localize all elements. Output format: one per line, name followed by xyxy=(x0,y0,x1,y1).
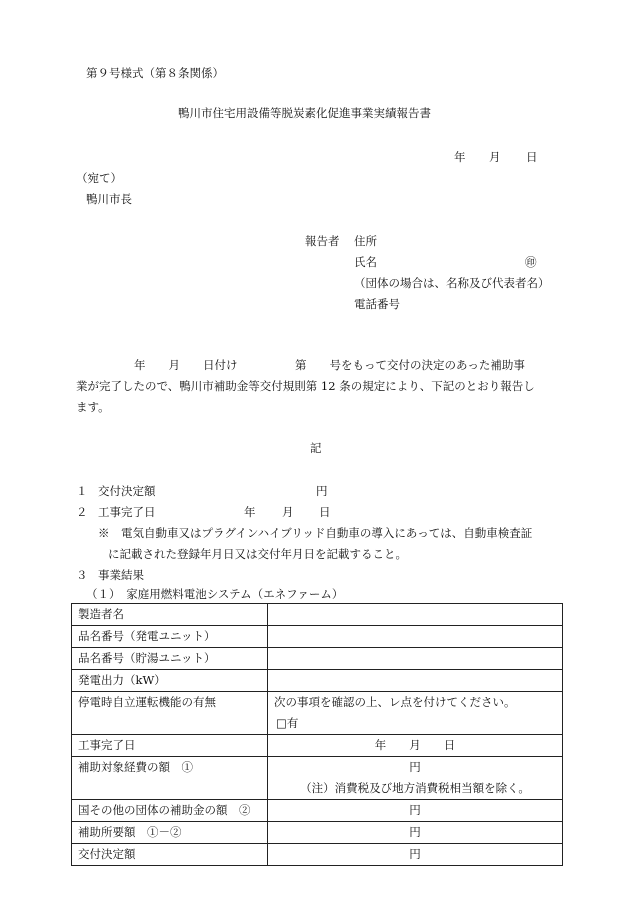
table-row xyxy=(72,648,563,670)
manufacturer-label: 製造者名 xyxy=(72,604,268,626)
table-row xyxy=(72,626,563,648)
item3-label: 事業結果 xyxy=(98,568,144,582)
cost-cell xyxy=(268,757,563,800)
table-row xyxy=(72,604,563,626)
table-row xyxy=(72,735,563,757)
recipient-ate: （宛て） xyxy=(76,171,122,185)
cost-unit[interactable]: 円 xyxy=(409,760,421,774)
other-subsidy-unit[interactable]: 円 xyxy=(268,800,563,822)
document-title: 鴨川市住宅用設備等脱炭素化促進事業実績報告書 xyxy=(178,106,431,120)
table-row xyxy=(72,822,563,844)
power-output-label: 発電出力（kW） xyxy=(72,670,268,692)
date-month-label: 月 xyxy=(489,150,501,164)
reporter-label: 報告者 xyxy=(305,234,340,248)
item2-day: 日 xyxy=(319,505,331,519)
item1-unit: 円 xyxy=(316,484,328,498)
item2-year: 年 xyxy=(244,505,256,519)
body-line-3: ます。 xyxy=(76,400,110,414)
seal-mark: ㊞ xyxy=(525,255,537,269)
results-table xyxy=(71,603,563,866)
completion-date-value[interactable]: 年 月 日 xyxy=(268,735,563,757)
reporter-address-label: 住所 xyxy=(354,234,377,248)
table-row xyxy=(72,692,563,735)
item2-note-line-2: に記載された登録年月日又は交付年月日を記載すること。 xyxy=(108,547,407,561)
date-day-label: 日 xyxy=(526,150,538,164)
item3-number: ３ xyxy=(76,568,88,582)
item2-label: 工事完了日 xyxy=(98,505,156,519)
product-storage-unit-label: 品名番号（貯湯ユニット） xyxy=(72,648,268,670)
table-row xyxy=(72,844,563,866)
reporter-org-note: （団体の場合は、名称及び代表者名） xyxy=(354,276,550,290)
body-line-2: 業が完了したので、鴨川市補助金等交付規則第 12 条の規定により、下記のとおり報告し xyxy=(76,379,535,393)
cost-label: 補助対象経費の額 ① xyxy=(72,757,268,800)
item2-number: ２ xyxy=(76,505,88,519)
item2-month: 月 xyxy=(282,505,294,519)
product-power-unit-label: 品名番号（発電ユニット） xyxy=(72,626,268,648)
completion-date-label: 工事完了日 xyxy=(72,735,268,757)
form-number: 第９号様式（第８条関係） xyxy=(86,66,224,80)
outage-checkbox-yes[interactable]: □有 xyxy=(276,716,299,730)
product-storage-unit-value[interactable] xyxy=(268,648,563,670)
item2-note-line-1: ※ 電気自動車又はプラグインハイブリッド自動車の導入にあっては、自動車検査証 xyxy=(98,526,533,540)
required-amount-unit[interactable]: 円 xyxy=(268,822,563,844)
item1-number: １ xyxy=(76,484,88,498)
outage-instruction: 次の事項を確認の上、レ点を付けてください。 xyxy=(274,695,516,709)
reporter-name-label: 氏名 xyxy=(354,255,377,269)
power-output-value[interactable] xyxy=(268,670,563,692)
decision-amount-label: 交付決定額 xyxy=(72,844,268,866)
ki-heading: 記 xyxy=(310,441,322,455)
body-line-1: 年 月 日付け 第 号をもって交付の決定のあった補助事 xyxy=(134,358,525,372)
item1-label: 交付決定額 xyxy=(98,484,156,498)
product-power-unit-value[interactable] xyxy=(268,626,563,648)
outage-function-label: 停電時自立運転機能の有無 xyxy=(72,692,268,735)
other-subsidy-label: 国その他の団体の補助金の額 ② xyxy=(72,800,268,822)
manufacturer-value[interactable] xyxy=(268,604,563,626)
table-row xyxy=(72,757,563,800)
required-amount-label: 補助所要額 ①－② xyxy=(72,822,268,844)
section-heading: （１） 家庭用燃料電池システム（エネファーム） xyxy=(86,587,344,601)
outage-function-cell xyxy=(268,692,563,735)
reporter-phone-label: 電話番号 xyxy=(354,297,400,311)
cost-note: （注）消費税及び地方消費税相当額を除く。 xyxy=(300,781,530,795)
date-year-label: 年 xyxy=(454,150,466,164)
recipient-name: 鴨川市長 xyxy=(86,192,132,206)
decision-amount-unit[interactable]: 円 xyxy=(268,844,563,866)
table-row xyxy=(72,800,563,822)
table-row xyxy=(72,670,563,692)
